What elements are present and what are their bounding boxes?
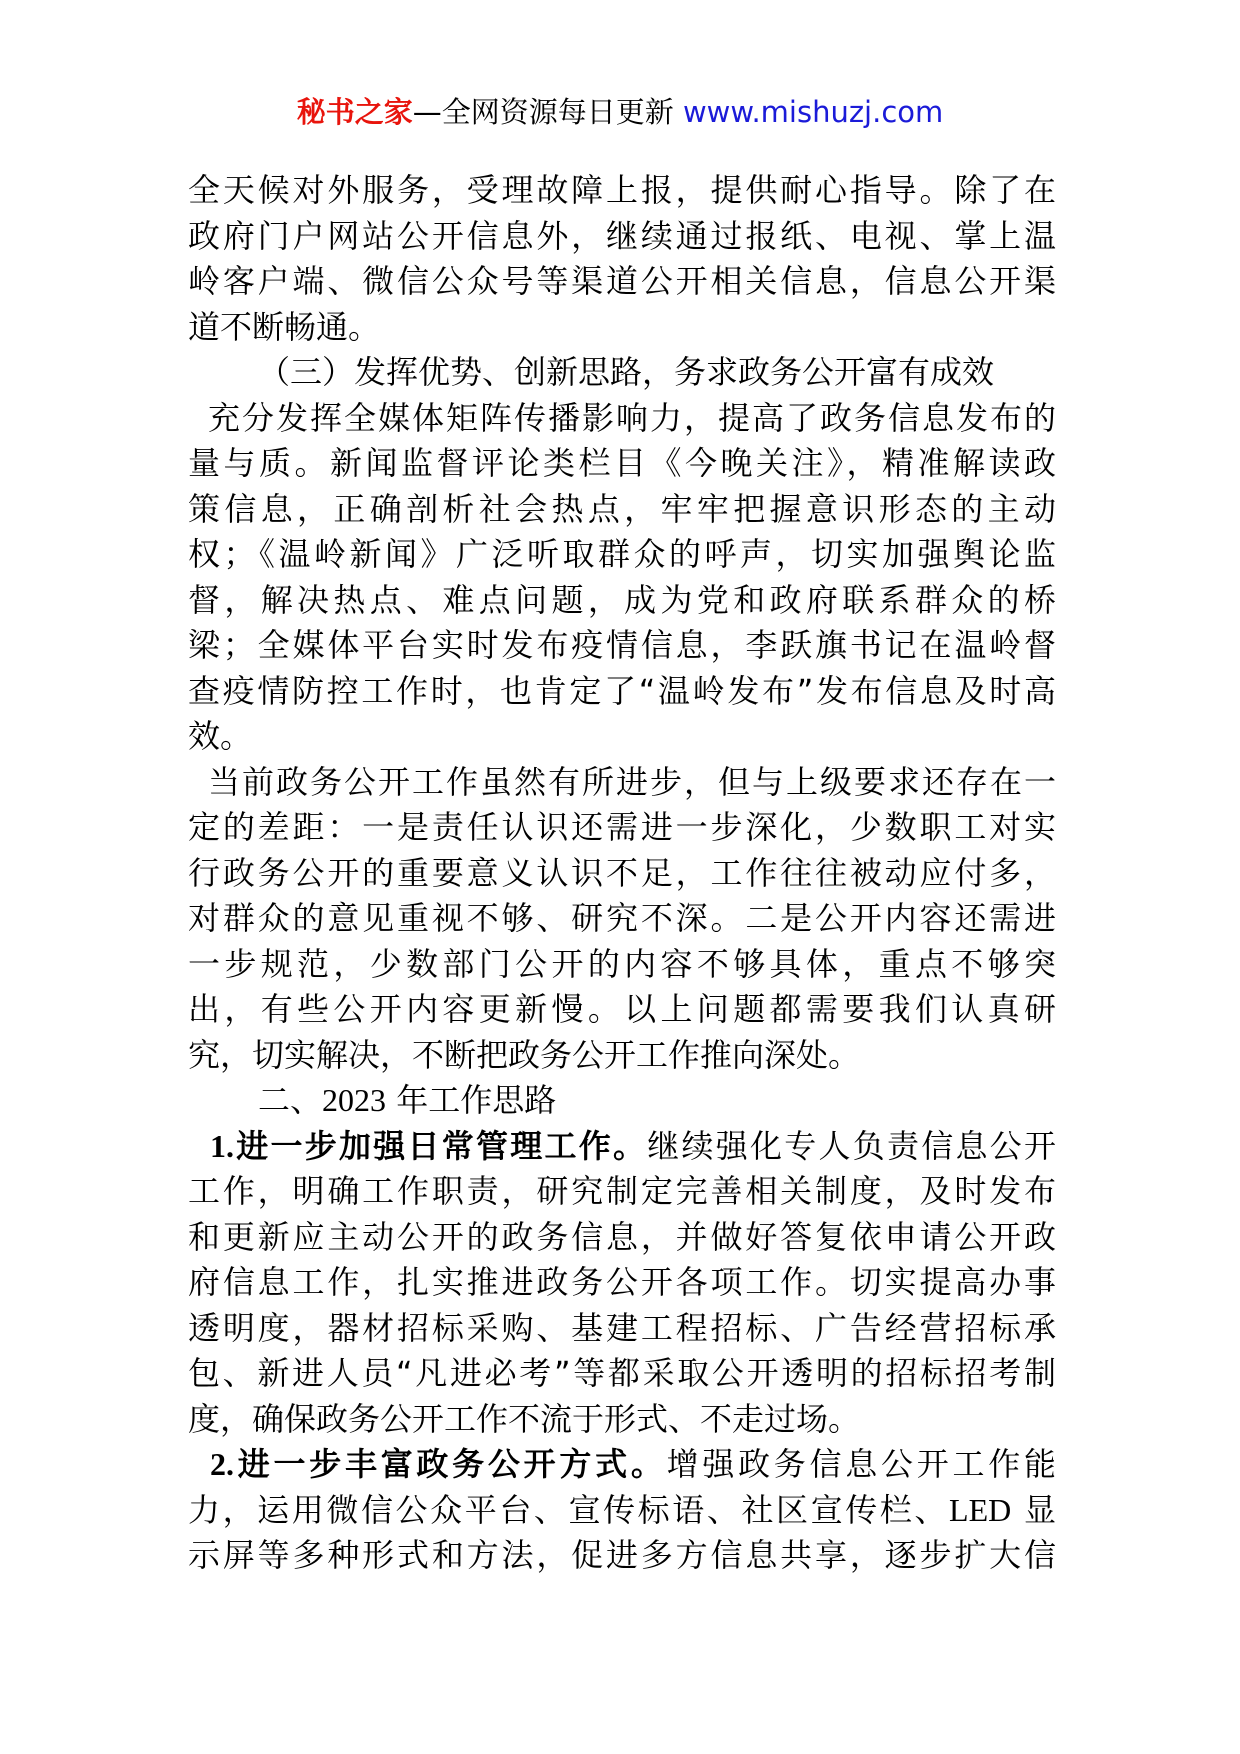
text-run: 力，运用微信公众平台、宣传标语、社区宣传栏、 (188, 1490, 950, 1529)
item-lead: 1.进一步加强日常管理工作。 (210, 1127, 648, 1164)
paragraph-line: 一步规范，少数部门公开的内容不够具体，重点不够突 (188, 944, 1056, 983)
header-tagline: —全网资源每日更新 (412, 95, 674, 129)
paragraph-line: 政府门户网站公开信息外，继续通过报纸、电视、掌上温 (188, 216, 1056, 255)
item-text: 继续强化专人负责信息公开 (647, 1126, 1056, 1165)
paragraph-line: 效。 (188, 717, 253, 755)
item-text: 增强政务信息公开工作能 (666, 1445, 1056, 1483)
heading-year: 2023 (322, 1082, 387, 1118)
paragraph-line: 道不断畅通。 (188, 307, 381, 346)
paragraph-line: 策信息，正确剖析社会热点，牢牢把握意识形态的主动 (188, 489, 1056, 528)
list-item-line (188, 1124, 1056, 1170)
paragraph-line: 督，解决热点、难点问题，成为党和政府联系群众的桥 (188, 580, 1056, 619)
paragraph-line: 府信息工作，扎实推进政务公开各项工作。切实提高办事 (188, 1263, 1056, 1301)
text-run-latin: LED (949, 1491, 1012, 1528)
paragraph-line: 查疫情防控工作时，也肯定了“温岭发布”发布信息及时高 (188, 671, 1056, 710)
paragraph-line: 出，有些公开内容更新慢。以上问题都需要我们认真研 (188, 990, 1056, 1028)
heading-prefix: 二、 (258, 1081, 323, 1119)
paragraph-line: 工作，明确工作职责，研究制定完善相关制度，及时发布 (188, 1172, 1056, 1210)
paragraph-line: 全天候对外服务，受理故障上报，提供耐心指导。除了在 (188, 171, 1056, 209)
heading-suffix: 年工作思路 (386, 1081, 557, 1119)
paragraph-line: 包、新进人员“凡进必考”等都采取公开透明的招标招考制 (188, 1354, 1056, 1392)
paragraph-line: 量与质。新闻监督评论类栏目《今晚关注》，精准解读政 (188, 444, 1056, 482)
list-item-line (188, 1442, 1056, 1488)
brand-name: 秘书之家 (296, 95, 413, 129)
paragraph-line: 充分发挥全媒体矩阵传播影响力，提高了政务信息发布的 (208, 398, 1056, 437)
paragraph-line: 透明度，器材招标采购、基建工程招标、广告经营招标承 (188, 1308, 1056, 1347)
paragraph-line: 权；《温岭新闻》广泛听取群众的呼声，切实加强舆论监 (188, 535, 1056, 573)
item-lead: 2.进一步丰富政务公开方式。 (210, 1446, 667, 1482)
section-heading (188, 1078, 1056, 1124)
paragraph-line: 对群众的意见重视不够、研究不深。二是公开内容还需进 (188, 899, 1056, 937)
paragraph-line: 定的差距：一是责任认识还需进一步深化，少数职工对实 (188, 808, 1056, 846)
text-run: 显 (1011, 1490, 1056, 1529)
paragraph-line: 岭客户端、微信公众号等渠道公开相关信息，信息公开渠 (188, 262, 1056, 300)
paragraph-line: 究，切实解决，不断把政务公开工作推向深处。 (188, 1035, 861, 1074)
paragraph-line: 当前政务公开工作虽然有所进步，但与上级要求还存在一 (208, 762, 1056, 801)
section-heading: （三）发挥优势、创新思路，务求政务公开富有成效 (258, 353, 995, 391)
paragraph-line: 梁；全媒体平台实时发布疫情信息，李跃旗书记在温岭督 (188, 626, 1056, 664)
paragraph-line (188, 1488, 1056, 1534)
site-url: www.mishuzj.com (682, 95, 944, 129)
site-header (0, 92, 1240, 132)
document-body (188, 168, 1056, 1579)
paragraph-line: 度，确保政务公开工作不流于形式、不走过场。 (188, 1399, 861, 1438)
paragraph-line: 示屏等多种形式和方法，促进多方信息共享，逐步扩大信 (188, 1536, 1056, 1574)
paragraph-line: 和更新应主动公开的政务信息，并做好答复依申请公开政 (188, 1217, 1056, 1256)
paragraph-line: 行政务公开的重要意义认识不足，工作往往被动应付多， (188, 853, 1056, 892)
